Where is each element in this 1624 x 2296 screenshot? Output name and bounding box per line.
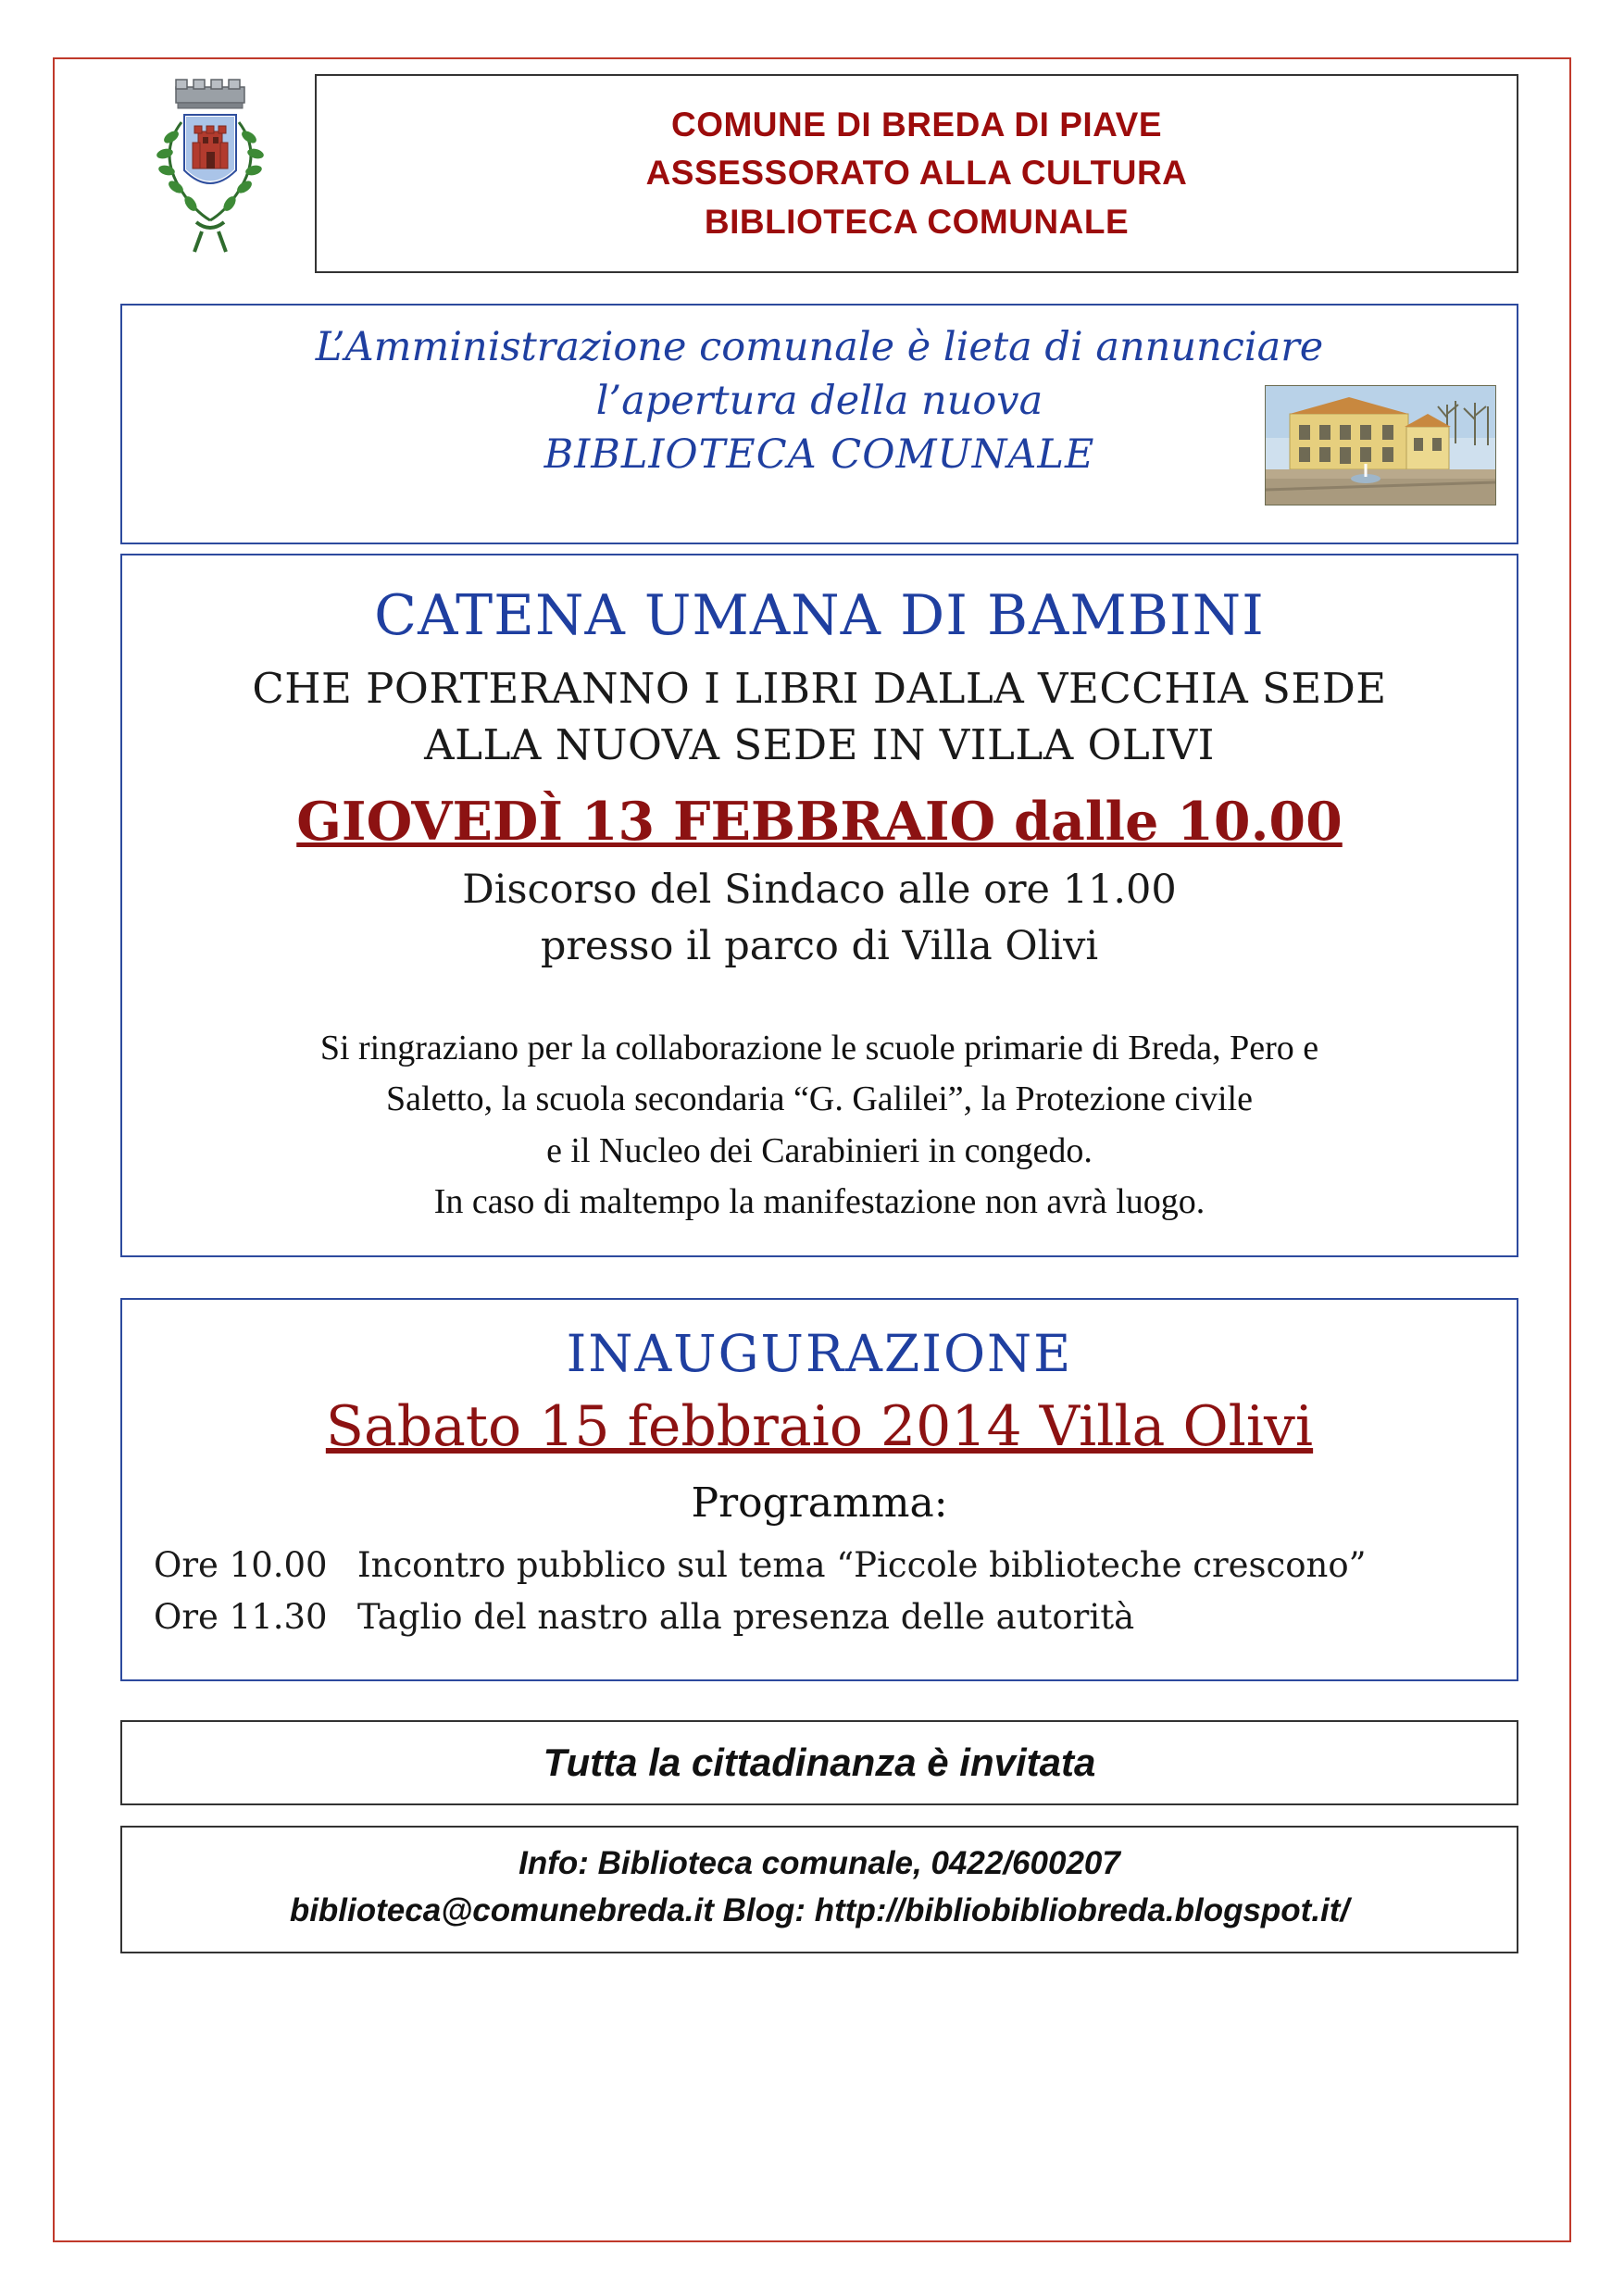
invitation-text: Tutta la cittadinanza è invitata	[543, 1741, 1096, 1785]
inauguration-date: Sabato 15 febbraio 2014 Villa Olivi	[325, 1394, 1314, 1460]
acknowledgements	[146, 1023, 1493, 1229]
poster-header	[120, 74, 1518, 278]
event-date: GIOVEDÌ 13 FEBBRAIO dalle 10.00	[296, 790, 1343, 853]
poster-content	[120, 74, 1518, 1953]
announcement-line-3: BIBLIOTECA COMUNALE	[543, 431, 1095, 479]
acknowledgements-line-4: In caso di maltempo la manifestazione non avrà luogo.	[433, 1182, 1206, 1221]
acknowledgements-line-1: Si ringraziano per la collaborazione le scuole primarie di Breda, Pero e	[319, 1028, 1319, 1067]
program-time: Ore 11.30	[154, 1596, 328, 1637]
inauguration-title: INAUGURAZIONE	[566, 1324, 1073, 1384]
program-row	[146, 1540, 1493, 1591]
mayor-speech-line-2: presso il parco di Villa Olivi	[540, 922, 1099, 969]
program-description: Incontro pubblico sul tema “Piccole biblioteche crescono”	[357, 1545, 1367, 1586]
header-line-3: BIBLIOTECA COMUNALE	[704, 202, 1130, 241]
event-main-box	[120, 554, 1518, 1257]
announcement-line-1: L’Amministrazione comunale è lieta di annunciare	[315, 324, 1324, 370]
event-title: CATENA UMANA DI BAMBINI	[374, 583, 1265, 648]
info-line-1: Info: Biblioteca comunale, 0422/600207	[518, 1845, 1120, 1882]
villa-olivi-photo	[1265, 385, 1496, 505]
program-description: Taglio del nastro alla presenza delle autorità	[357, 1596, 1135, 1637]
acknowledgements-line-2: Saletto, la scuola secondaria “G. Galilei”, la Protezione civile	[386, 1079, 1253, 1119]
header-line-1: COMUNE DI BREDA DI PIAVE	[670, 105, 1163, 144]
mayor-speech-line-1: Discorso del Sindaco alle ore 11.00	[462, 866, 1177, 913]
info-line-2: biblioteca@comunebreda.it Blog: http://bibliobibliobreda.blogspot.it/	[289, 1892, 1350, 1929]
invitation-box	[120, 1720, 1518, 1805]
event-subtitle-line-2: ALLA NUOVA SEDE IN VILLA OLIVI	[424, 719, 1215, 769]
acknowledgements-line-3: e il Nucleo dei Carabinieri in congedo.	[546, 1130, 1093, 1170]
program-label: Programma:	[691, 1479, 948, 1528]
announcement-line-2: l’apertura della nuova	[595, 378, 1043, 425]
inauguration-box	[120, 1298, 1518, 1681]
event-subtitle-line-1: CHE PORTERANNO I LIBRI DALLA VECCHIA SEDE	[252, 664, 1387, 713]
header-title-box	[315, 74, 1518, 273]
program-row	[146, 1591, 1493, 1643]
announcement-box	[120, 304, 1518, 544]
town-coat-of-arms-icon	[141, 74, 280, 273]
header-line-2: ASSESSORATO ALLA CULTURA	[645, 154, 1188, 193]
info-box	[120, 1826, 1518, 1953]
program-time: Ore 10.00	[154, 1545, 328, 1586]
